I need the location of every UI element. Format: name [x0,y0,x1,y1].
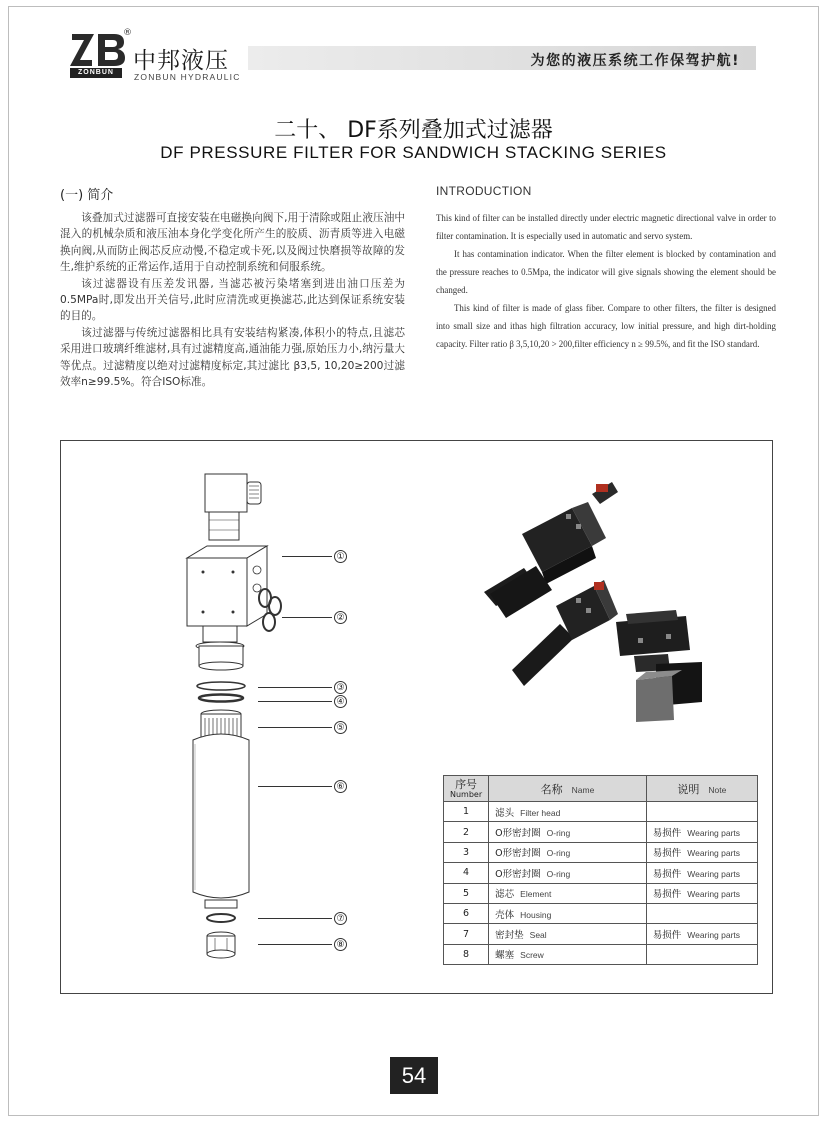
callout-8 [258,937,347,951]
table-row [444,863,758,883]
cell-name-zh: 螺塞 [495,950,515,962]
callout-1 [282,549,347,563]
logo-subtext: ZONBUN [70,68,122,78]
header-note-en: Note [708,784,727,795]
cell-note [646,883,757,903]
seal-ring [207,914,235,922]
cell-number: 5 [444,883,489,903]
cell-number: 7 [444,924,489,944]
cell-name-zh: O形密封圈 [495,868,541,880]
cell-name-zh: 密封垫 [495,930,524,942]
cell-number: 8 [444,944,489,964]
intro-heading-en: INTRODUCTION [436,184,532,198]
cell-note-zh: 易损件 [652,889,682,901]
intro-zh-paragraph: 该叠加式过滤器可直接安装在电磁换向阀下,用于清除或阻止液压油中混入的机械杂质和液压油本身化学变化所产生的胶质、沥青质等进入电磁换向阀,从而防止阀芯反应动慢,不稳定或卡死,以及阀过快磨损等故障的发生,维护系统的正常运作,适用于自动控制系统和伺服系统。 [60,212,405,274]
cell-note [646,842,757,862]
callout-5 [258,720,347,734]
cell-note-zh: 易损件 [652,828,682,840]
table-row [444,842,758,862]
product-filter-3 [616,610,702,722]
filter-head-block [187,546,267,670]
cell-name-en: Seal [529,930,547,941]
housing [193,734,249,908]
cell-name-en: Screw [520,950,544,961]
header-note [646,776,757,802]
cell-note-en: Wearing parts [687,848,741,859]
header-name [489,776,647,802]
cell-name [489,944,647,964]
o-ring-3 [197,682,245,690]
cell-name [489,924,647,944]
o-ring-4 [199,695,243,702]
cell-number: 3 [444,842,489,862]
table-row [444,944,758,964]
cell-note-zh: 易损件 [652,868,682,880]
intro-zh-paragraph: 该过滤器与传统过滤器相比具有安装结构紧凑,体积小的特点,且滤芯采用进口玻璃纤维滤材,具有过滤精度高,通油能力强,原始压力小,纳污量大等优点。过滤精度以绝对过滤精度标定,其过滤比 β3,5, 10,20≥200过滤效率n≥99.5%。符合ISO标准。 [60,326,405,389]
cell-number: 1 [444,802,489,822]
table-row [444,903,758,923]
cell-name-en: O-ring [546,868,571,879]
cell-note-en: Wearing parts [687,868,741,879]
cell-note [646,924,757,944]
brand-name-en: ZONBUN HYDRAULIC [134,72,241,82]
cell-note [646,944,757,964]
screw-plug [207,932,235,958]
header-note-zh: 说明 [677,782,700,796]
page-title-zh: 二十、 DF系列叠加式过滤器 [274,118,553,143]
callout-7 [258,911,347,925]
cell-note [646,822,757,842]
connector-plug [205,474,261,540]
cell-number: 2 [444,822,489,842]
registered-mark: ® [123,28,132,38]
parts-table [443,775,758,965]
slogan-bar [248,46,756,70]
cell-name [489,842,647,862]
callout-number: ③ [334,681,347,694]
callout-number: ① [334,550,347,563]
header-number-en: Number [450,789,483,799]
callout-4 [258,694,347,708]
cell-name-en: O-ring [546,848,571,859]
cell-note-en: Wearing parts [687,889,741,900]
callout-3 [258,680,347,694]
callout-6 [258,779,347,793]
callout-number: ⑤ [334,721,347,734]
cell-name-en: Filter head [520,807,561,818]
header-name-zh: 名称 [540,782,563,796]
intro-zh-paragraph: 该过滤器设有压差发讯器, 当滤芯被污染堵塞到进出油口压差为0.5MPa时,即发出开关信号,此时应清洗或更换滤芯,此达到保证系统安装的目的。 [60,277,405,323]
cell-number: 6 [444,903,489,923]
cell-note [646,903,757,923]
cell-note-zh: 易损件 [652,848,682,860]
intro-heading-zh: (一) 简介 [60,188,114,203]
table-row [444,822,758,842]
cell-note [646,863,757,883]
callout-number: ④ [334,695,347,708]
cell-note-zh: 易损件 [652,930,682,942]
cell-name-zh: 滤头 [495,807,515,819]
cell-name-en: Housing [520,909,552,920]
cell-name [489,822,647,842]
cell-name-zh: O形密封圈 [495,828,541,840]
intro-en-paragraph: It has contamination indicator. When the filter element is blocked by contamination and the pressure reaches to 0.5Mpa, the indicator will give signals showing the element should be changed. [436,249,776,295]
brand-name-zh: 中邦液压 [133,48,229,74]
intro-en-paragraph: This kind of filter can be installed directly under electric magnetic directional valve in order to filter contamination. It is especially used in automatic and servo system. [436,213,776,241]
callout-number: ② [334,611,347,624]
callout-2 [282,610,347,624]
header-number [444,776,489,802]
cell-note-en: Wearing parts [687,930,741,941]
page-title-en: DF PRESSURE FILTER FOR SANDWICH STACKING SERIES [160,143,667,162]
slogan-text: 为您的液压系统工作保驾护航! [530,53,740,69]
cell-name [489,802,647,822]
table-row [444,802,758,822]
header-name-en: Name [571,784,595,795]
cell-name-zh: 滤芯 [495,889,515,901]
callout-number: ⑦ [334,912,347,925]
cell-name [489,903,647,923]
cell-note-en: Wearing parts [687,828,741,839]
cell-name [489,883,647,903]
cell-name-en: Element [520,889,552,900]
header-number-zh: 序号 [455,777,478,791]
intro-body-zh [60,210,405,390]
cell-note [646,802,757,822]
page-number: 54 [390,1057,438,1094]
cell-name-en: O-ring [546,828,571,839]
table-row [444,924,758,944]
cell-name-zh: 壳体 [495,909,515,921]
callout-number: ⑥ [334,780,347,793]
cell-number: 4 [444,863,489,883]
intro-body-en [436,209,776,353]
cell-name [489,863,647,883]
callout-number: ⑧ [334,938,347,951]
intro-en-paragraph: This kind of filter is made of glass fiber. Compare to other filters, the filter is designed into small size and ithas high filtration accuracy, low initial pressure, and high dirt-holding capacity. Filter ratio β 3,5,10,20 > 200,filter efficiency n ≥ 99.5%, and fit the ISO standard. [436,303,776,349]
table-row [444,883,758,903]
product-photo-filters [476,474,726,730]
parts-table-header [444,776,758,802]
cell-name-zh: O形密封圈 [495,848,541,860]
